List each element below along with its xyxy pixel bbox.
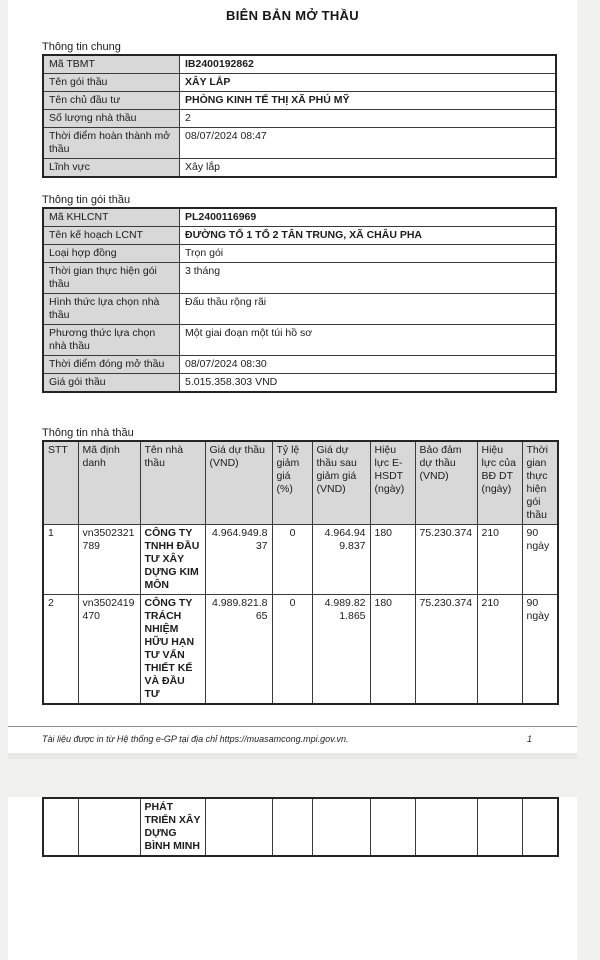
column-header: Bảo đảm dự thầu (VND) <box>415 441 477 525</box>
cell-gia-sau-giam: 4.964.949.837 <box>312 525 370 595</box>
cell-ma-dinh-danh: vn3502419470 <box>78 595 140 705</box>
field-label: Lĩnh vực <box>43 159 180 178</box>
field-value: 5.015.358.303 VND <box>180 374 557 393</box>
column-header: STT <box>43 441 78 525</box>
page-title: BIÊN BẢN MỞ THẦU <box>226 8 359 23</box>
table-row <box>43 128 556 159</box>
document-page-1 <box>8 0 577 753</box>
column-header: Mã định danh <box>78 441 140 525</box>
cell-stt: 2 <box>43 595 78 705</box>
cell-thoi-gian <box>522 798 558 856</box>
table-row <box>43 55 556 74</box>
column-header: Thời gian thực hiện gói thầu <box>522 441 558 525</box>
table-row <box>43 263 556 294</box>
cell-gia-sau-giam: 4.989.821.865 <box>312 595 370 705</box>
cell-bao-dam: 75.230.374 <box>415 595 477 705</box>
cell-hieu-luc-bddt: 210 <box>477 595 522 705</box>
table-header-row <box>43 441 558 525</box>
footer-note: Tài liệu được in từ Hệ thống e-GP tại địa chỉ https://muasamcong.mpi.gov.vn. <box>42 734 349 744</box>
column-header: Hiệu lực E-HSDT (ngày) <box>370 441 415 525</box>
field-value: 08/07/2024 08:47 <box>180 128 557 159</box>
table-row <box>43 227 556 245</box>
cell-bao-dam <box>415 798 477 856</box>
cell-ty-le-giam-gia: 0 <box>272 595 312 705</box>
cell-ten-nha-thau: CÔNG TY TNHH ĐẦU TƯ XÂY DỰNG KIM MÔN <box>140 525 205 595</box>
field-value: PL2400116969 <box>180 208 557 227</box>
contractors-table <box>42 440 559 705</box>
table-row <box>43 245 556 263</box>
cell-hieu-luc-bddt <box>477 798 522 856</box>
page-break-gap <box>8 753 577 759</box>
field-label: Thời gian thực hiện gói thầu <box>43 263 180 294</box>
cell-ten-nha-thau-continued: PHÁT TRIỂN XÂY DỰNG BÌNH MINH <box>140 798 205 856</box>
table-row <box>43 325 556 356</box>
cell-gia-du-thau: 4.989.821.865 <box>205 595 272 705</box>
column-header: Hiệu lực của BĐ DT (ngày) <box>477 441 522 525</box>
field-label: Thời điểm đóng mở thầu <box>43 356 180 374</box>
field-label: Mã TBMT <box>43 55 180 74</box>
field-value: PHÒNG KINH TẾ THỊ XÃ PHÚ MỸ <box>180 92 557 110</box>
field-label: Giá gói thầu <box>43 374 180 393</box>
field-value: XÂY LẮP <box>180 74 557 92</box>
field-label: Hình thức lựa chọn nhà thầu <box>43 294 180 325</box>
field-value: 3 tháng <box>180 263 557 294</box>
table-row <box>43 525 558 595</box>
table-row <box>43 74 556 92</box>
page-footer <box>8 726 577 753</box>
cell-hieu-luc-hsdt: 180 <box>370 595 415 705</box>
field-label: Mã KHLCNT <box>43 208 180 227</box>
field-value: Một giai đoạn một túi hồ sơ <box>180 325 557 356</box>
field-value: ĐƯỜNG TỔ 1 TỔ 2 TÂN TRUNG, XÃ CHÂU PHA <box>180 227 557 245</box>
field-label: Phương thức lựa chọn nhà thầu <box>43 325 180 356</box>
cell-ma-dinh-danh <box>78 798 140 856</box>
cell-ty-le-giam-gia <box>272 798 312 856</box>
cell-gia-du-thau <box>205 798 272 856</box>
table-row <box>43 356 556 374</box>
cell-hieu-luc-hsdt: 180 <box>370 525 415 595</box>
field-value: Xây lắp <box>180 159 557 178</box>
column-header: Giá dự thầu sau giảm giá (VND) <box>312 441 370 525</box>
column-header: Tên nhà thầu <box>140 441 205 525</box>
table-row <box>43 208 556 227</box>
field-label: Tên kế hoạch LCNT <box>43 227 180 245</box>
table-row <box>43 294 556 325</box>
field-label: Loại hợp đồng <box>43 245 180 263</box>
cell-ty-le-giam-gia: 0 <box>272 525 312 595</box>
cell-gia-sau-giam <box>312 798 370 856</box>
field-value: Đấu thầu rộng rãi <box>180 294 557 325</box>
table-row <box>43 159 556 178</box>
column-header: Giá dự thầu (VND) <box>205 441 272 525</box>
cell-thoi-gian: 90 ngày <box>522 595 558 705</box>
cell-hieu-luc-hsdt <box>370 798 415 856</box>
package-info-table <box>42 207 557 393</box>
field-label: Tên gói thầu <box>43 74 180 92</box>
table-row <box>43 798 558 856</box>
field-value: Trọn gói <box>180 245 557 263</box>
cell-thoi-gian: 90 ngày <box>522 525 558 595</box>
cell-hieu-luc-bddt: 210 <box>477 525 522 595</box>
column-header: Tỷ lệ giảm giá (%) <box>272 441 312 525</box>
table-row <box>43 92 556 110</box>
cell-ma-dinh-danh: vn3502321789 <box>78 525 140 595</box>
field-label: Thời điểm hoàn thành mở thầu <box>43 128 180 159</box>
cell-stt: 1 <box>43 525 78 595</box>
document-page-2 <box>8 797 577 960</box>
page-number: 1 <box>526 734 532 744</box>
table-row <box>43 374 556 393</box>
field-label: Tên chủ đầu tư <box>43 92 180 110</box>
field-label: Số lượng nhà thầu <box>43 110 180 128</box>
table-row <box>43 110 556 128</box>
field-value: IB2400192862 <box>180 55 557 74</box>
cell-stt <box>43 798 78 856</box>
cell-gia-du-thau: 4.964.949.837 <box>205 525 272 595</box>
contractors-table-continued <box>42 797 559 857</box>
field-value: 2 <box>180 110 557 128</box>
field-value: 08/07/2024 08:30 <box>180 356 557 374</box>
section-heading-contractors: Thông tin nhà thầu <box>42 427 134 439</box>
cell-bao-dam: 75.230.374 <box>415 525 477 595</box>
cell-ten-nha-thau: CÔNG TY TRÁCH NHIỆM HỮU HẠN TƯ VẤN THIẾT KẾ VÀ ĐẦU TƯ <box>140 595 205 705</box>
table-row <box>43 595 558 705</box>
general-info-table <box>42 54 557 178</box>
section-heading-package: Thông tin gói thầu <box>42 194 131 206</box>
section-heading-general: Thông tin chung <box>42 41 121 53</box>
